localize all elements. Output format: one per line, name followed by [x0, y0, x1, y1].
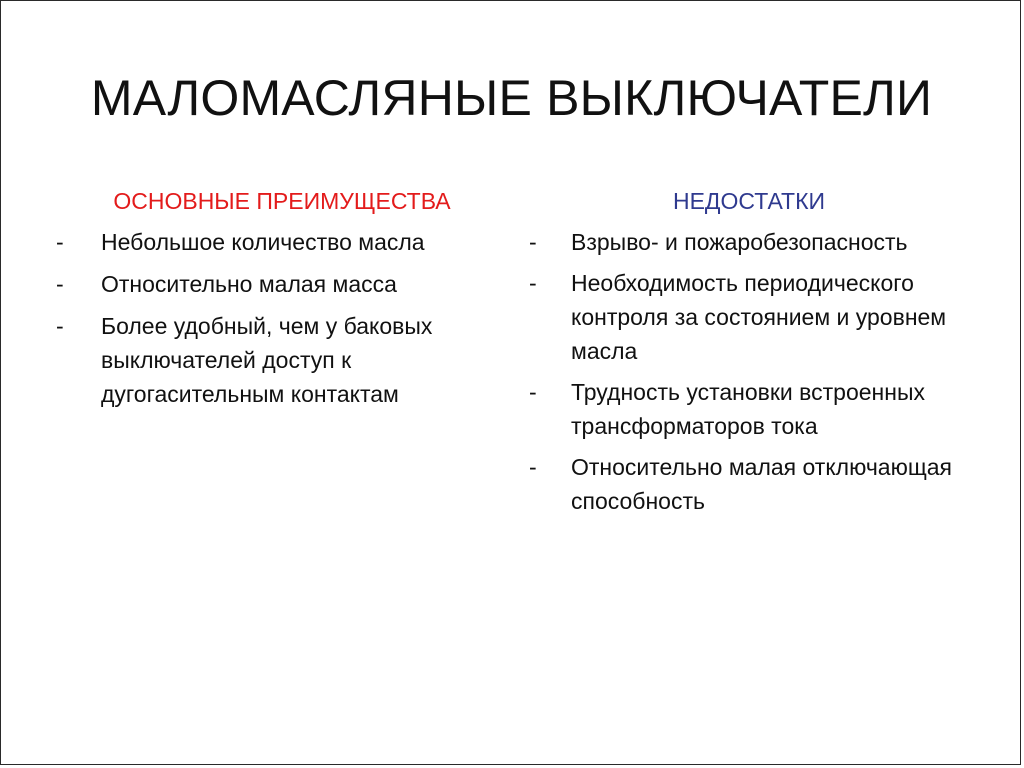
- list-item-text: Относительно малая масса: [101, 271, 397, 297]
- bullet-dash: -: [529, 379, 537, 405]
- slide-title: МАЛОМАСЛЯНЫЕ ВЫКЛЮЧАТЕЛИ: [90, 70, 933, 126]
- bullet-dash: -: [56, 229, 64, 255]
- list-item: [529, 225, 969, 259]
- bullet-dash: -: [56, 313, 64, 339]
- list-item-text: Небольшое количество масла: [101, 229, 425, 255]
- list-item: [56, 267, 508, 301]
- disadvantages-heading: НЕДОСТАТКИ: [672, 188, 826, 214]
- list-item-text: Необходимость периодического контроля за состоянием и уровнем масла: [571, 270, 947, 364]
- disadvantages-column: [529, 184, 969, 525]
- disadvantages-list: [529, 225, 969, 518]
- list-item-text: Взрыво- и пожаробезопасность: [571, 229, 908, 255]
- advantages-heading: ОСНОВНЫЕ ПРЕИМУЩЕСТВА: [113, 188, 451, 214]
- list-item: [529, 450, 969, 518]
- list-item-text: Относительно малая отключающая способность: [571, 454, 953, 514]
- bullet-dash: -: [529, 229, 537, 255]
- list-item: [56, 309, 508, 411]
- list-item-text: Более удобный, чем у баковых выключателей доступ к дугогасительным контактам: [101, 313, 433, 407]
- bullet-dash: -: [56, 271, 64, 297]
- list-item: [56, 225, 508, 259]
- advantages-column: [56, 184, 508, 419]
- bullet-dash: -: [529, 454, 537, 480]
- advantages-list: [56, 225, 508, 411]
- list-item: [529, 375, 969, 443]
- list-item: [529, 266, 969, 368]
- list-item-text: Трудность установки встроенных трансформаторов тока: [571, 379, 925, 439]
- bullet-dash: -: [529, 270, 537, 296]
